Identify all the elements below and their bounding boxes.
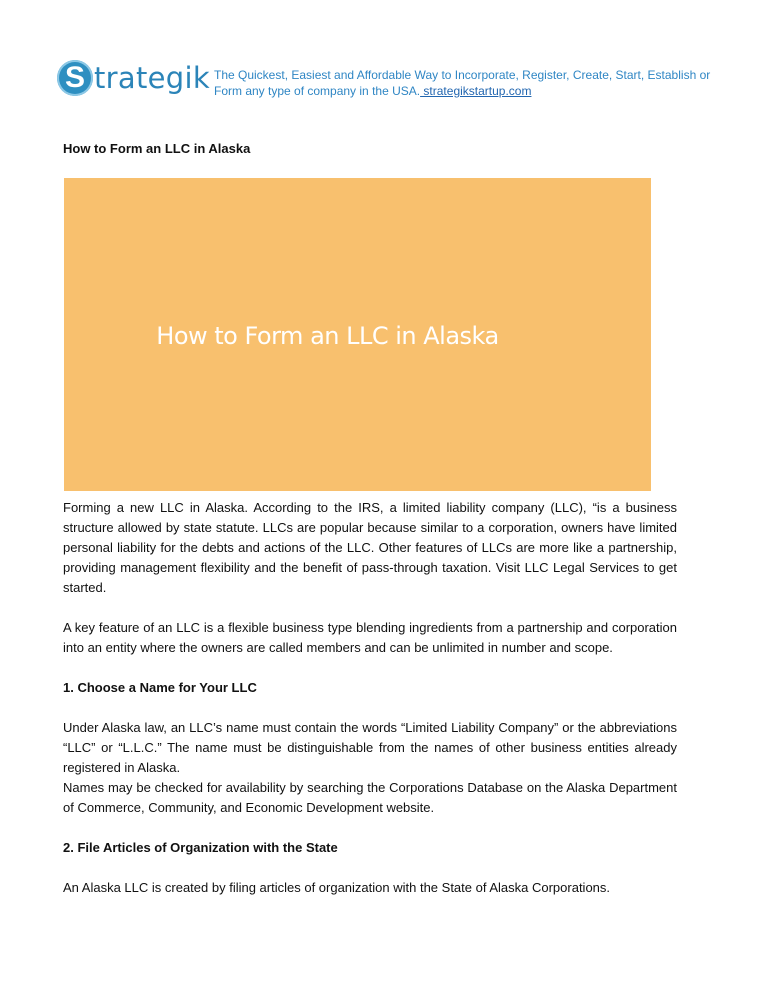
logo-wordmark: trategik: [94, 61, 210, 95]
strategik-logo: [57, 56, 210, 100]
logo-mark-icon: S: [57, 60, 93, 96]
section-heading-file-articles: 2. File Articles of Organization with the State: [63, 840, 338, 855]
file-articles-paragraph: An Alaska LLC is created by filing articles of organization with the State of Alaska Corporations.: [63, 880, 611, 895]
intro-paragraph: Forming a new LLC in Alaska. According to the IRS, a limited liability company (LLC), “is a business structure allowed by state statute. LLCs are popular because similar to a corporation, owners have limited personal liability for the debts and actions of the LLC. Other features of LLCs are more like a partnership, providing management flexibility and the benefit of pass-through taxation. Visit LLC Legal Services to get started.: [63, 500, 677, 595]
website-link[interactable]: strategikstartup.com: [420, 84, 532, 98]
banner-image: [64, 178, 651, 491]
banner-caption: How to Form an LLC in Alaska: [156, 321, 499, 350]
page-header: [0, 0, 768, 110]
document-title: How to Form an LLC in Alaska: [63, 141, 251, 156]
naming-rules-paragraph: Under Alaska law, an LLC’s name must contain the words “Limited Liability Company” or the abbreviations “LLC” or “L.L.C.” The name must be distinguishable from the names of other business entities already registered in Alaska.: [63, 720, 677, 775]
tagline: [214, 67, 724, 99]
key-feature-paragraph: A key feature of an LLC is a flexible business type blending ingredients from a partnership and corporation into an entity where the owners are called members and can be unlimited in number and scope.: [63, 620, 677, 655]
document-body: [63, 498, 677, 898]
tagline-text: The Quickest, Easiest and Affordable Way to Incorporate, Register, Create, Start, Establish or Form any type of company in the USA.: [214, 68, 711, 98]
name-availability-paragraph: Names may be checked for availability by searching the Corporations Database on the Alaska Department of Commerce, Community, and Economic Development website.: [63, 780, 677, 815]
section-heading-choose-name: 1. Choose a Name for Your LLC: [63, 680, 257, 695]
